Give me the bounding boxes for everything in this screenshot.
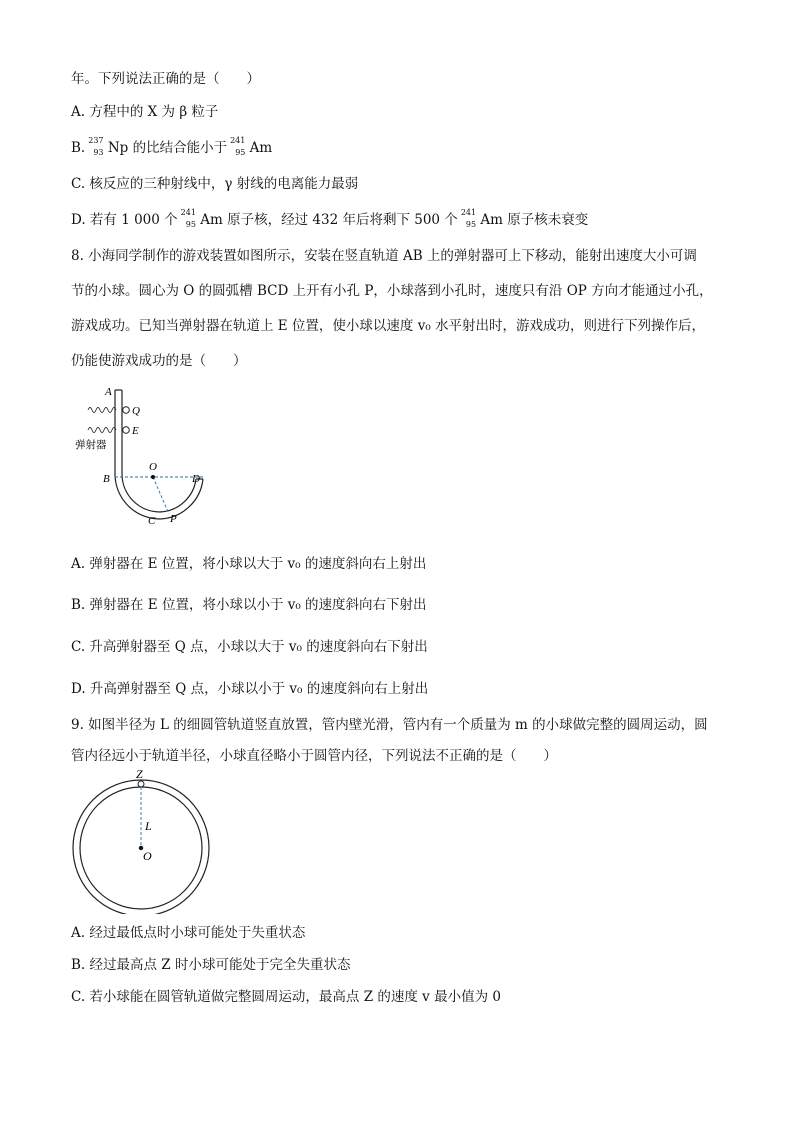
q9-stem-line-2: 管内径远小于轨道半径，小球直径略小于圆管内径，下列说法不正确的是（ ） (71, 748, 557, 764)
np-nuclide-numbers (88, 135, 104, 157)
label-d: D (192, 473, 200, 485)
label-c: C (148, 515, 156, 527)
am-nuclide-numbers (230, 135, 246, 157)
q7-option-c: C. 核反应的三种射线中，γ 射线的电离能力最弱 (71, 176, 359, 192)
q8-stem-line-4: 仍能使游戏成功的是（ ） (71, 353, 247, 369)
q8-option-c: C. 升高弹射器至 Q 点，小球以大于 v₀ 的速度斜向右下射出 (71, 639, 428, 655)
q7-option-d (71, 208, 588, 228)
q7-option-a: A. 方程中的 X 为 β 粒子 (71, 104, 219, 120)
q7-option-d-prefix: D. 若有 1 000 个 (71, 212, 182, 228)
q7-option-b (71, 136, 272, 156)
q7-stem-tail: 年。下列说法正确的是（ ） (71, 71, 260, 87)
label-q: Q (132, 405, 140, 417)
am-symbol: Am (200, 212, 223, 228)
q8-stem-line-1: 8. 小海同学制作的游戏装置如图所示，安装在竖直轨道 AB 上的弹射器可上下移动，能射出速度大小可调 (71, 248, 697, 264)
spring-e (88, 428, 116, 433)
am-mass-number: 241 (230, 135, 246, 145)
spring-q (88, 408, 116, 413)
am-atomic-number: 95 (465, 219, 477, 229)
label-l: L (145, 819, 152, 833)
np-atomic-number: 93 (93, 147, 104, 157)
am-mass-number: 241 (180, 207, 196, 217)
q7-option-d-mid: 原子核，经过 432 年后将剩下 500 个 (227, 212, 463, 228)
q7-option-b-mid: 的比结合能小于 (132, 140, 232, 156)
am-nuclide-numbers (460, 207, 477, 229)
am-nuclide-numbers (180, 207, 196, 229)
q9-option-a: A. 经过最低点时小球可能处于失重状态 (71, 925, 306, 941)
label-launcher: 弹射器 (75, 440, 107, 451)
am-atomic-number: 95 (185, 219, 196, 229)
ball-q (123, 407, 130, 414)
q9-diagram (70, 766, 220, 914)
ball-top (138, 781, 144, 787)
dashed-op (153, 477, 169, 514)
am-symbol: Am (249, 140, 273, 156)
q9-stem-line-1: 9. 如图半径为 L 的细圆管轨道竖直放置，管内壁光滑，管内有一个质量为 m 的小球做完整的圆周运动，圆 (71, 717, 708, 733)
label-z: Z (136, 767, 143, 781)
q8-stem-line-2: 节的小球。圆心为 O 的圆弧槽 BCD 上开有小孔 P，小球落到小孔时，速度只有沿 OP 方向才能通过小孔， (71, 283, 713, 299)
am-symbol: Am (480, 212, 503, 228)
np-symbol: Np (107, 140, 129, 156)
q8-option-b: B. 弹射器在 E 位置，将小球以小于 v₀ 的速度斜向右下射出 (71, 597, 427, 613)
am-atomic-number: 95 (235, 147, 246, 157)
q9-option-b: B. 经过最高点 Z 时小球可能处于完全失重状态 (71, 957, 351, 973)
q8-stem-line-3: 游戏成功。已知当弹射器在轨道上 E 位置，使小球以速度 v₀ 水平射出时，游戏成功，则进行下列操作后， (71, 318, 706, 334)
np-mass-number: 237 (88, 135, 104, 145)
q9-option-c: C. 若小球能在圆管轨道做完整圆周运动，最高点 Z 的速度 v 最小值为 0 (71, 989, 501, 1005)
label-o: O (149, 461, 157, 473)
q7-option-b-prefix: B. (71, 140, 90, 156)
label-e: E (132, 425, 139, 437)
label-p: P (170, 513, 177, 525)
q8-option-d: D. 升高弹射器至 Q 点，小球以小于 v₀ 的速度斜向右上射出 (71, 681, 429, 697)
label-b: B (103, 473, 110, 485)
q8-diagram (70, 382, 220, 530)
label-o: O (143, 849, 152, 863)
q7-option-d-end: 原子核未衰变 (507, 212, 589, 228)
ball-e (123, 427, 130, 434)
am-mass-number: 241 (460, 207, 477, 217)
q8-option-a: A. 弹射器在 E 位置，将小球以大于 v₀ 的速度斜向右上射出 (71, 556, 427, 572)
label-a: A (105, 386, 112, 398)
center-o (151, 475, 155, 479)
